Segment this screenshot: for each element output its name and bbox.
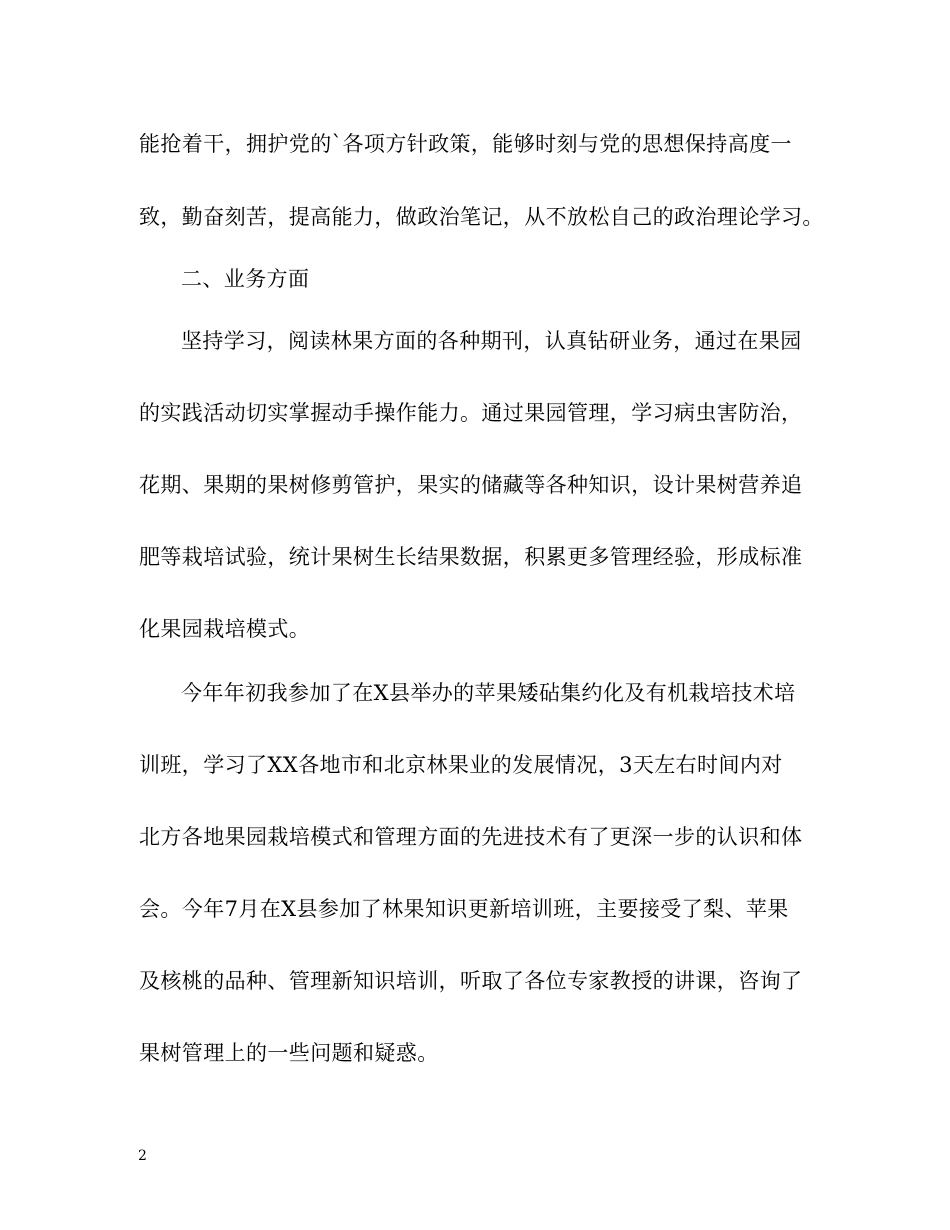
body-text-line: 今年年初我参加了在X县举办的苹果矮砧集约化及有机栽培技术培 <box>181 681 796 705</box>
body-text-line: 肥等栽培试验，统计果树生长结果数据，积累更多管理经验，形成标准 <box>139 545 803 569</box>
body-text-line: 化果园栽培模式。 <box>139 617 311 641</box>
section-heading: 二、业务方面 <box>181 267 310 291</box>
body-text-line: 能抢着干，拥护党的`各项方针政策，能够时刻与党的思想保持高度一 <box>139 132 792 156</box>
body-text-line: 的实践活动切实掌握动手操作能力。通过果园管理，学习病虫害防治， <box>139 401 803 425</box>
page-number: 2 <box>138 1148 147 1164</box>
body-text-line: 致，勤奋刻苦，提高能力，做政治笔记，从不放松自己的政治理论学习。 <box>139 205 824 229</box>
body-text-line: 花期、果期的果树修剪管护，果实的储藏等各种知识，设计果树营养追 <box>139 473 803 497</box>
body-text-line: 训班，学习了XX各地市和北京林果业的发展情况，3天左右时间内对 <box>139 753 783 777</box>
body-text-line: 北方各地果园栽培模式和管理方面的先进技术有了更深一步的认识和体 <box>139 825 803 849</box>
body-text-line: 及核桃的品种、管理新知识培训，听取了各位专家教授的讲课，咨询了 <box>139 969 803 993</box>
body-text-line: 果树管理上的一些问题和疑惑。 <box>139 1041 439 1065</box>
body-text-line: 会。今年7月在X县参加了林果知识更新培训班，主要接受了梨、苹果 <box>139 897 789 921</box>
body-text-line: 坚持学习，阅读林果方面的各种期刊，认真钻研业务，通过在果园 <box>181 329 802 353</box>
